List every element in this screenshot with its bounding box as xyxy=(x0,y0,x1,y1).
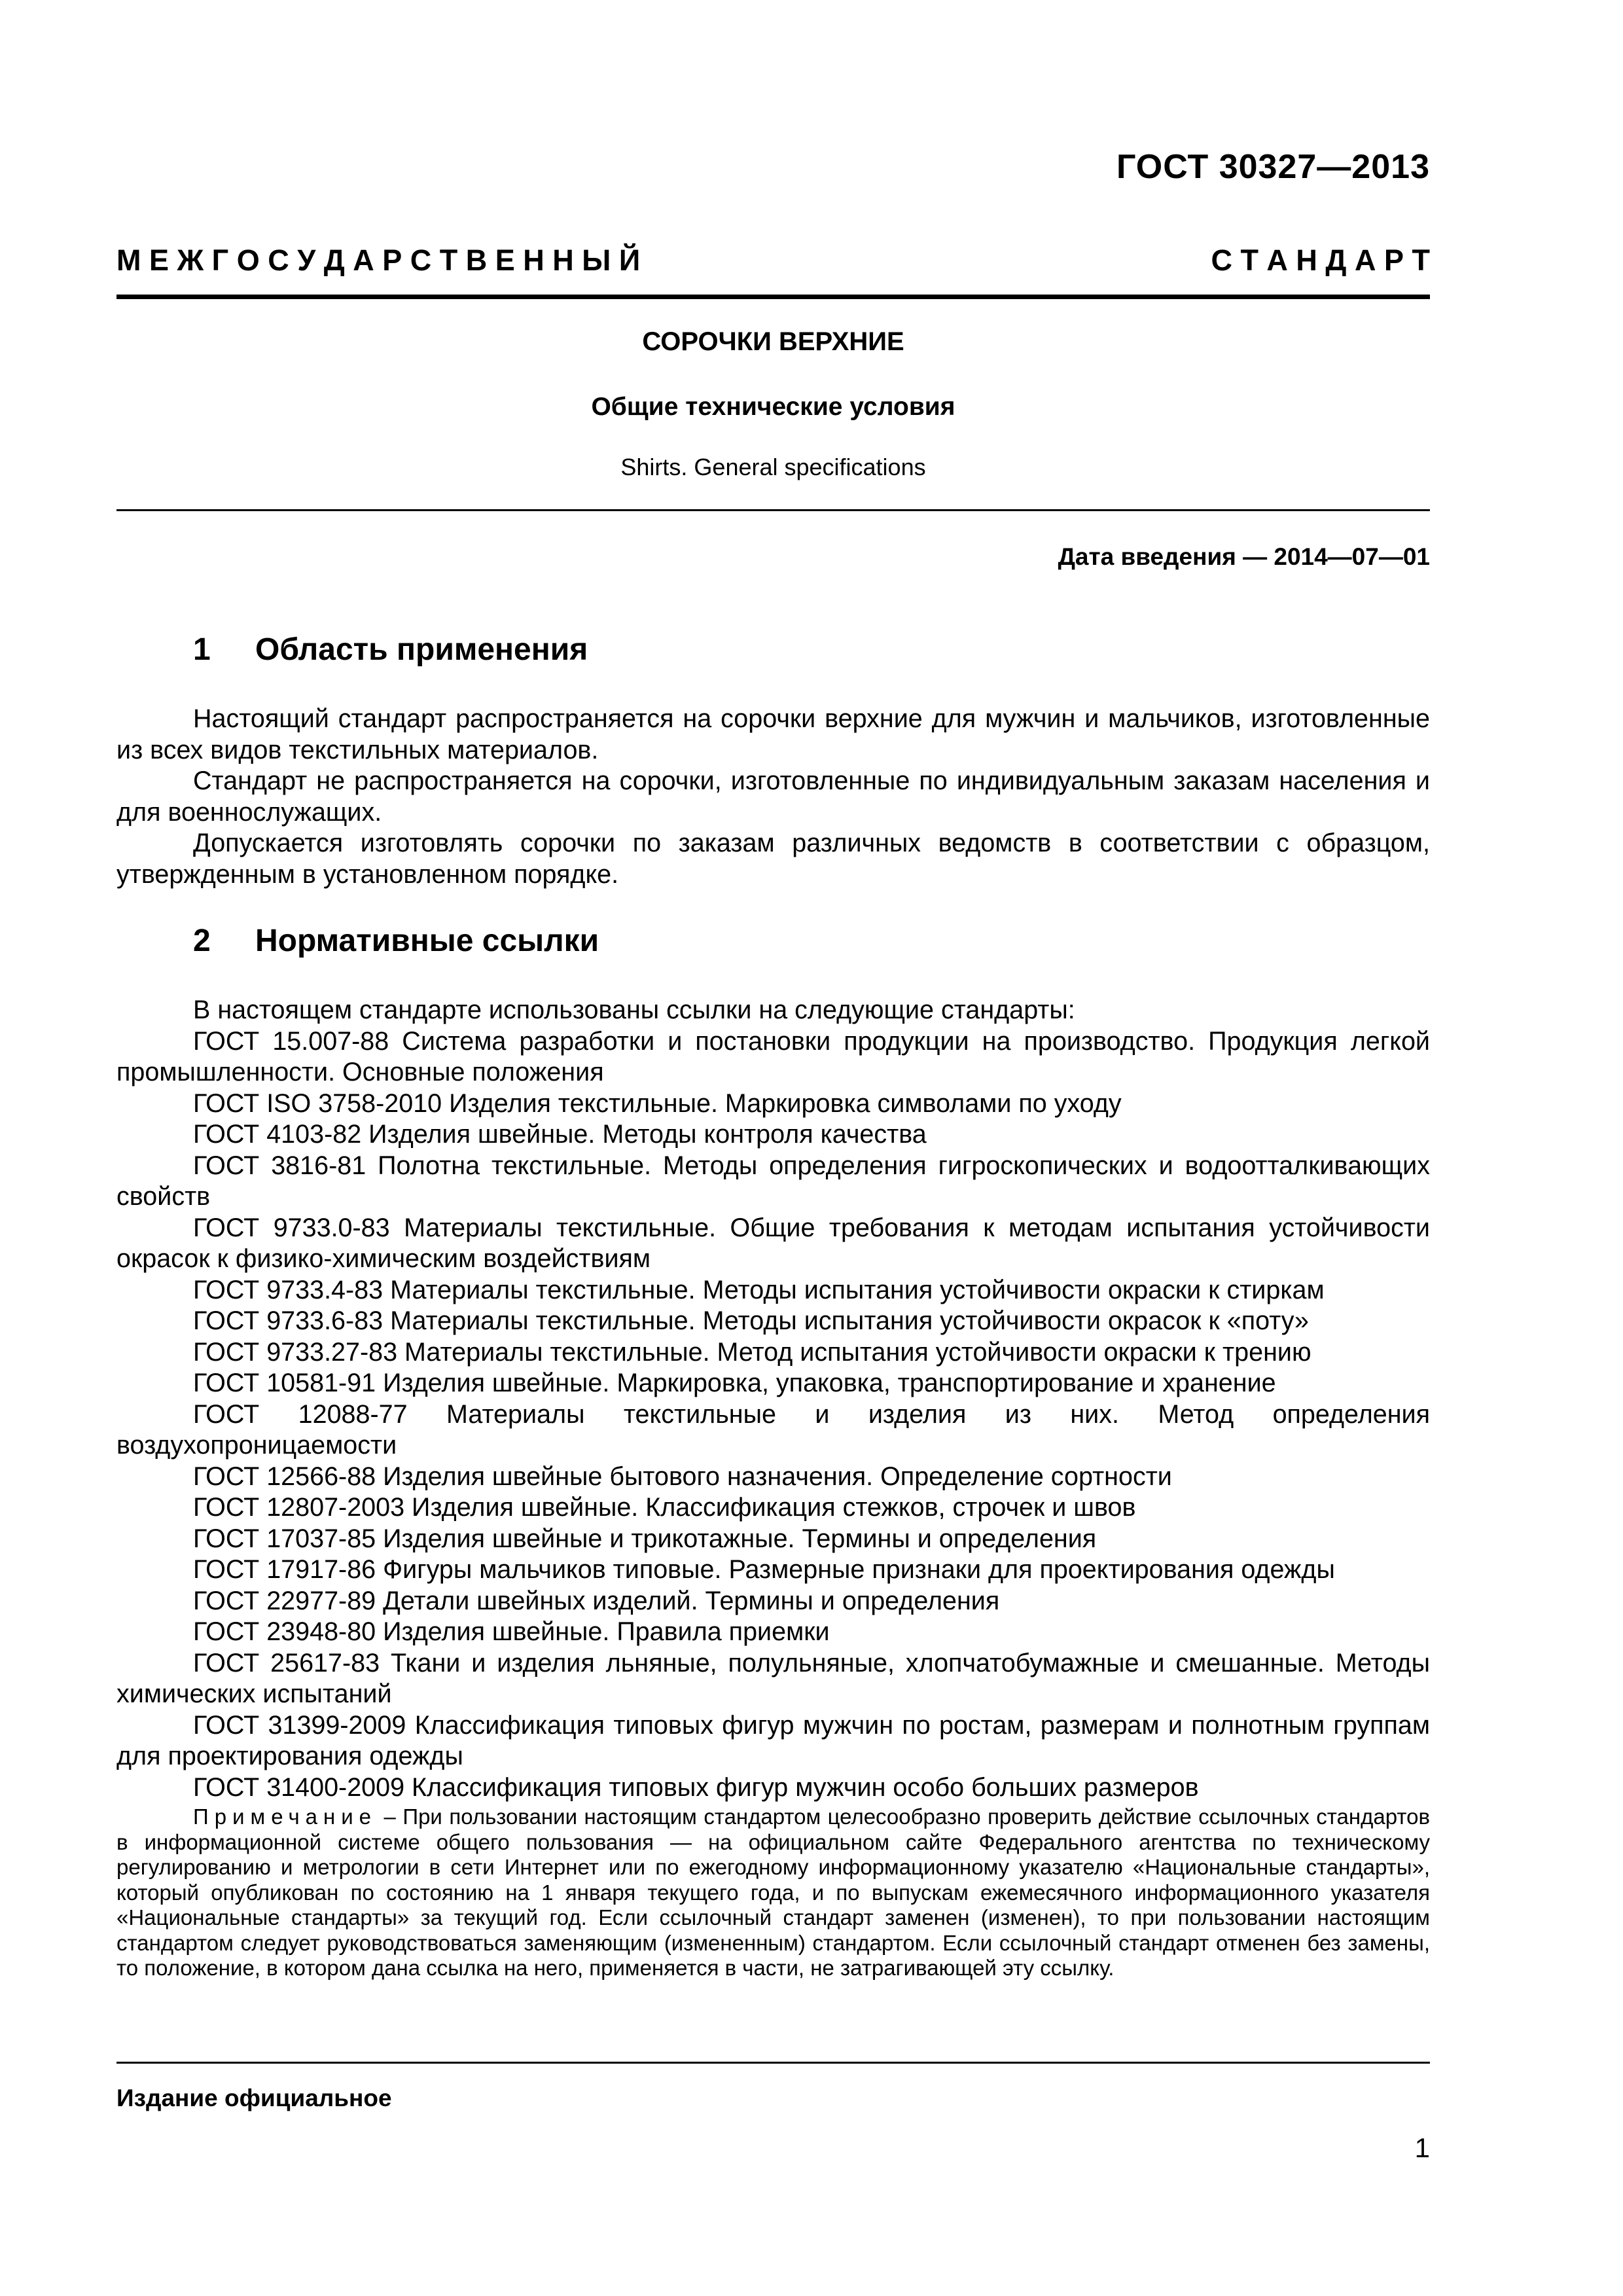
reference-item: ГОСТ 9733.27-83 Материалы текстильные. Метод испытания устойчивости окраски к трению xyxy=(193,1337,1311,1367)
section-1-paragraph: Настоящий стандарт распространяется на сорочки верхние для мужчин и мальчиков, изготовленные из всех видов текстильных материалов. xyxy=(116,704,1430,764)
effective-date: Дата введения — 2014—07—01 xyxy=(1058,543,1430,570)
reference-item: ГОСТ 4103-82 Изделия швейные. Методы контроля качества xyxy=(193,1120,927,1149)
note-label: Примечание xyxy=(193,1804,378,1829)
reference-item: ГОСТ 15.007-88 Система разработки и постановки продукции на производство. Продукция легкой промышленности. Основные положения xyxy=(116,1026,1430,1086)
section-1-paragraph: Допускается изготовлять сорочки по заказам различных ведомств в соответствии с образцом, утвержденным в установленном порядке. xyxy=(116,829,1430,889)
section-2-body xyxy=(116,995,1430,1803)
reference-item: ГОСТ 9733.4-83 Материалы текстильные. Методы испытания устойчивости окраски к стиркам xyxy=(193,1275,1325,1304)
document-subtitle-english: Shirts. General specifications xyxy=(620,454,926,480)
reference-item: ГОСТ 12566-88 Изделия швейные бытового назначения. Определение сортности xyxy=(193,1462,1172,1491)
reference-item: ГОСТ 22977-89 Детали швейных изделий. Термины и определения xyxy=(193,1586,1000,1615)
interstate-standard-banner xyxy=(116,243,1430,278)
section-1-number: 1 xyxy=(193,632,211,667)
section-2-number: 2 xyxy=(193,924,211,958)
reference-item: ГОСТ 23948-80 Изделия швейные. Правила приемки xyxy=(193,1617,830,1646)
section-1-heading xyxy=(193,632,588,668)
reference-item: ГОСТ 17037-85 Изделия швейные и трикотажные. Термины и определения xyxy=(193,1524,1097,1553)
reference-item: ГОСТ 12807-2003 Изделия швейные. Классификация стежков, строчек и швов xyxy=(193,1493,1136,1522)
reference-item: ГОСТ 9733.6-83 Материалы текстильные. Методы испытания устойчивости окрасок к «поту» xyxy=(193,1306,1309,1335)
reference-item: ГОСТ 9733.0-83 Материалы текстильные. Общие требования к методам испытания устойчивости окрасок к физико-химическим воздействиям xyxy=(116,1213,1430,1273)
page-number: 1 xyxy=(1414,2132,1430,2163)
header-rule xyxy=(116,295,1430,299)
document-title: СОРОЧКИ ВЕРХНИЕ xyxy=(642,327,904,356)
reference-item: ГОСТ 17917-86 Фигуры мальчиков типовые. Размерные признаки для проектирования одежды xyxy=(193,1555,1335,1584)
reference-item: ГОСТ 31400-2009 Классификация типовых фигур мужчин особо больших размеров xyxy=(193,1772,1199,1802)
section-2-title: Нормативные ссылки xyxy=(255,924,599,958)
section-1-paragraph: Стандарт не распространяется на сорочки, изготовленные по индивидуальным заказам населения и для военнослужащих. xyxy=(116,766,1430,827)
note-text: – При пользовании настоящим стандартом целесообразно проверить действие ссылочных стандартов в информационной системе общего пользования — на официальном сайте Федерального агентства по техническому регулированию и метрологии в сети Интернет или по ежегодному информационному указателю «Национальные стандарты», который опубликован по состоянию на 1 января текущего года, и по выпускам ежемесячного информационного указателя «Национальные стандарты» за текущий год. Если ссылочный стандарт заменен (изменен), то при пользовании настоящим стандартом следует руководствоваться заменяющим (измененным) стандартом. Если ссылочный стандарт отменен без замены, то положение, в котором дана ссылка на него, применяется в части, не затрагивающей эту ссылку. xyxy=(116,1804,1430,1980)
title-rule xyxy=(116,509,1430,511)
section-1-body xyxy=(116,704,1430,890)
reference-item: ГОСТ 31399-2009 Классификация типовых фигур мужчин по ростам, размерам и полнотным группам для проектирования одежды xyxy=(116,1710,1430,1770)
banner-left: М Е Ж Г О С У Д А Р С Т В Е Н Н Ы Й xyxy=(116,243,641,277)
reference-item: ГОСТ 3816-81 Полотна текстильные. Методы определения гигроскопических и водоотталкивающих свойств xyxy=(116,1151,1430,1211)
footer-rule xyxy=(116,2062,1430,2064)
reference-item: ГОСТ 12088-77 Материалы текстильные и изделия из них. Метод определения воздухопроницаемости xyxy=(116,1399,1430,1460)
document-id: ГОСТ 30327—2013 xyxy=(1116,148,1430,186)
section-2-note xyxy=(116,1804,1430,1981)
banner-right: С Т А Н Д А Р Т xyxy=(1211,243,1430,277)
section-1-title: Область применения xyxy=(255,632,588,667)
document-subtitle: Общие технические условия xyxy=(591,393,955,421)
reference-item: В настоящем стандарте использованы ссылки на следующие стандарты: xyxy=(193,996,1075,1024)
section-2-heading xyxy=(193,923,599,959)
reference-item: ГОСТ 10581-91 Изделия швейные. Маркировка, упаковка, транспортирование и хранение xyxy=(193,1369,1276,1397)
reference-item: ГОСТ ISO 3758-2010 Изделия текстильные. Маркировка символами по уходу xyxy=(193,1088,1122,1118)
official-edition-label: Издание официальное xyxy=(116,2085,392,2111)
reference-item: ГОСТ 25617-83 Ткани и изделия льняные, полульняные, хлопчатобумажные и смешанные. Методы химических испытаний xyxy=(116,1648,1430,1708)
